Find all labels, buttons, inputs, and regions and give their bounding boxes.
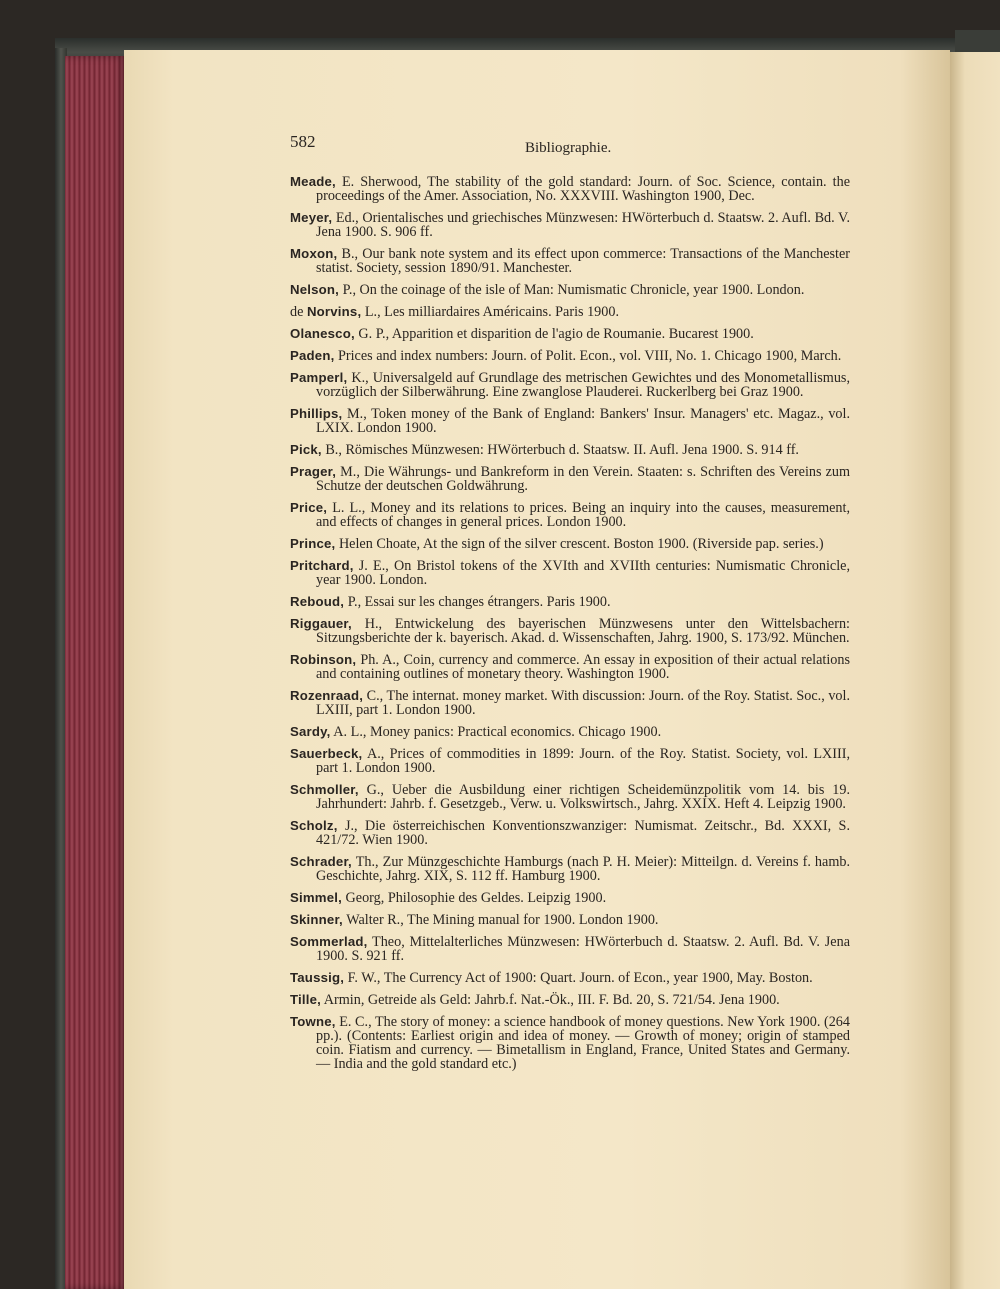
bibliography-entry <box>290 443 850 457</box>
entry-text: G., Ueber die Ausbildung einer richtigen Scheidemünzpolitik vom 14. bis 19. Jahrhundert: Jahrb. f. Gesetzgeb., Verw. u. Volkswirtsch., Jahrg. XXIX. Heft 4. Leipzig 1900. <box>316 782 850 812</box>
entry-text: L. L., Money and its relations to prices. Being an inquiry into the causes, measurement, and effects of changes in general prices. London 1900. <box>316 500 850 530</box>
bibliography-entry <box>290 1015 850 1071</box>
bibliography-entry <box>290 891 850 905</box>
entry-author: Scholz, <box>290 818 338 833</box>
entry-text: J., Die österreichischen Konventionszwanziger: Numismat. Zeitschr., Bd. XXXI, S. 421/72. Wien 1900. <box>316 818 850 848</box>
bibliography-entry <box>290 913 850 927</box>
bibliography-entry <box>290 595 850 609</box>
bibliography-entry <box>290 725 850 739</box>
entry-author: Phillips, <box>290 406 343 421</box>
entry-author: Pick, <box>290 442 322 457</box>
entry-text: Georg, Philosophie des Geldes. Leipzig 1900. <box>341 890 607 906</box>
bibliography-entry <box>290 559 850 587</box>
entry-author: Pritchard, <box>290 558 354 573</box>
bibliography-entry <box>290 689 850 717</box>
entry-text: Prices and index numbers: Journ. of Polit. Econ., vol. VIII, No. 1. Chicago 1900, March. <box>334 348 842 364</box>
entry-text: Helen Choate, At the sign of the silver crescent. Boston 1900. (Riverside pap. series.) <box>335 536 824 552</box>
entry-text: P., On the coinage of the isle of Man: Numismatic Chronicle, year 1900. London. <box>339 282 805 298</box>
page-edges <box>65 56 127 1289</box>
bibliography-entry <box>290 747 850 775</box>
entry-author: Meade, <box>290 174 336 189</box>
entry-author: Simmel, <box>290 890 342 905</box>
bibliography-entry <box>290 283 850 297</box>
entry-text: Theo, Mittelalterliches Münzwesen: HWörterbuch d. Staatsw. 2. Aufl. Bd. V. Jena 1900. S. 921 ff. <box>316 934 850 964</box>
entry-prefix: de <box>290 304 307 320</box>
bibliography-entry <box>290 349 850 363</box>
entry-text: L., Les milliardaires Américains. Paris 1900. <box>361 304 620 320</box>
page-number: 582 <box>290 132 316 151</box>
entry-text: Armin, Getreide als Geld: Jahrb.f. Nat.-Ök., III. F. Bd. 20, S. 721/54. Jena 1900. <box>321 992 780 1008</box>
bibliography-entry <box>290 971 850 985</box>
entry-author: Tille, <box>290 992 322 1007</box>
entry-text: E. Sherwood, The stability of the gold standard: Journ. of Soc. Science, contain. the proceedings of the Amer. Association, No. XXXVIII. Washington 1900, Dec. <box>316 174 850 204</box>
entry-author: Schrader, <box>290 854 352 869</box>
entry-text: Walter R., The Mining manual for 1900. London 1900. <box>342 912 659 928</box>
entry-text: A., Prices of commodities in 1899: Journ. of the Roy. Statist. Society, vol. LXIII, part 1. London 1900. <box>316 746 850 776</box>
bibliography-entry <box>290 175 850 203</box>
entry-author: Sardy, <box>290 724 331 739</box>
bibliography-entry <box>290 305 850 319</box>
bibliography-entry <box>290 935 850 963</box>
entry-author: Rozenraad, <box>290 688 364 703</box>
bibliography-entry <box>290 407 850 435</box>
entry-author: Olanesco, <box>290 326 355 341</box>
entry-author: Prager, <box>290 464 337 479</box>
bibliography-entry <box>290 537 850 551</box>
facing-page <box>950 52 1000 1289</box>
entry-author: Robinson, <box>290 652 357 667</box>
entry-text: Ph. A., Coin, currency and commerce. An essay in exposition of their actual relations and containing outlines of monetary theory. Washington 1900. <box>316 652 850 682</box>
bibliography-entry <box>290 617 850 645</box>
entry-author: Skinner, <box>290 912 343 927</box>
entry-text: Th., Zur Münzgeschichte Hamburgs (nach P. H. Meier): Mitteilgn. d. Vereins f. hamb. Geschichte, Jahrg. XIX, S. 112 ff. Hamburg 1900. <box>316 854 850 884</box>
entry-text: B., Our bank note system and its effect upon commerce: Transactions of the Manchester statist. Society, session 1890/91. Manchester. <box>316 246 850 276</box>
entry-text: H., Entwickelung des bayerischen Münzwesens unter den Wittelsbachern: Sitzungsberichte der k. bayerisch. Akad. d. Wissenschaften, Jahrg. 1900, S. 173/92. München. <box>316 616 850 646</box>
bibliography-entry <box>290 855 850 883</box>
entry-text: Ed., Orientalisches und griechisches Münzwesen: HWörterbuch d. Staatsw. 2. Aufl. Bd. V. Jena 1900. S. 906 ff. <box>316 210 850 240</box>
page-header <box>290 132 850 159</box>
bibliography-entry <box>290 327 850 341</box>
entry-text: M., Token money of the Bank of England: Bankers' Insur. Managers' etc. Magaz., vol. LXIX. London 1900. <box>316 406 850 436</box>
entry-author: Meyer, <box>290 210 333 225</box>
entry-author: Prince, <box>290 536 336 551</box>
entry-author: Taussig, <box>290 970 345 985</box>
entry-author: Sauerbeck, <box>290 746 363 761</box>
bibliography-entry <box>290 783 850 811</box>
bibliography-entry <box>290 501 850 529</box>
entry-text: M., Die Währungs- und Bankreform in den Verein. Staaten: s. Schriften des Vereins zum Schutze der deutschen Goldwährung. <box>316 464 850 494</box>
entry-text: K., Universalgeld auf Grundlage des metrischen Gewichtes und des Monometallismus, vorzüglich der Silberwährung. Eine zwanglose Plauderei. Ruckerlberg bei Graz 1900. <box>316 370 850 400</box>
bibliography-list <box>290 175 850 1071</box>
running-title: Bibliographie. <box>525 140 612 156</box>
entry-text: B., Römisches Münzwesen: HWörterbuch d. Staatsw. II. Aufl. Jena 1900. S. 914 ff. <box>321 442 799 458</box>
entry-author: Schmoller, <box>290 782 359 797</box>
page-content <box>290 132 850 1079</box>
bibliography-entry <box>290 247 850 275</box>
entry-text: A. L., Money panics: Practical economics. Chicago 1900. <box>330 724 662 740</box>
entry-text: E. C., The story of money: a science handbook of money questions. New York 1900. (264 pp.). (Contents: Earliest origin and idea of money. — Growth of money; origin of stamped coin. Fiatism and currency. — Bimetallism in England, France, United States and Germany. — India and the gold standard etc.) <box>316 1014 850 1072</box>
entry-text: J. E., On Bristol tokens of the XVIth and XVIIth centuries: Numismatic Chronicle, year 1900. London. <box>316 558 850 588</box>
entry-author: Reboud, <box>290 594 345 609</box>
book-cover-right <box>955 30 1000 52</box>
entry-author: Paden, <box>290 348 335 363</box>
entry-author: Towne, <box>290 1014 336 1029</box>
entry-author: Norvins, <box>306 304 362 319</box>
entry-author: Riggauer, <box>290 616 352 631</box>
entry-text: P., Essai sur les changes étrangers. Paris 1900. <box>344 594 611 610</box>
entry-author: Moxon, <box>290 246 338 261</box>
bibliography-entry <box>290 993 850 1007</box>
bibliography-entry <box>290 819 850 847</box>
bibliography-entry <box>290 211 850 239</box>
bibliography-entry <box>290 465 850 493</box>
bibliography-entry <box>290 653 850 681</box>
bibliography-entry <box>290 371 850 399</box>
entry-author: Price, <box>290 500 328 515</box>
entry-text: F. W., The Currency Act of 1900: Quart. Journ. of Econ., year 1900, May. Boston. <box>344 970 813 986</box>
entry-text: G. P., Apparition et disparition de l'agio de Roumanie. Bucarest 1900. <box>354 326 754 342</box>
entry-author: Pamperl, <box>290 370 348 385</box>
entry-author: Sommerlad, <box>290 934 368 949</box>
entry-text: C., The internat. money market. With discussion: Journ. of the Roy. Statist. Soc., vol. LXIII, part 1. London 1900. <box>316 688 850 718</box>
entry-author: Nelson, <box>290 282 340 297</box>
